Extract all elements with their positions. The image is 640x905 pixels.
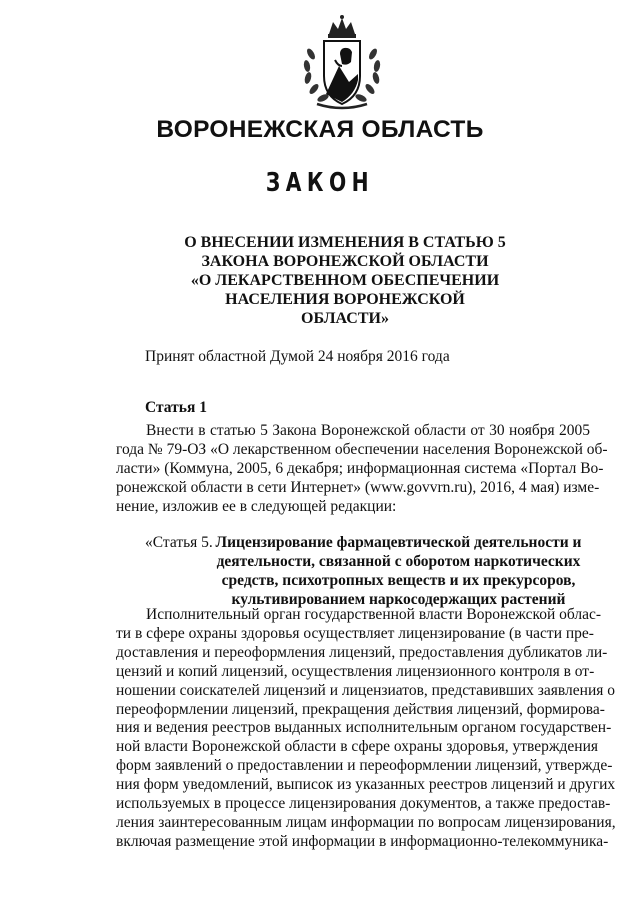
text-line: ной власти Воронежской области в сфере охраны здоровья, утверждения (116, 738, 599, 756)
region-name: ВОРОНЕЖСКАЯ ОБЛАСТЬ (156, 116, 484, 143)
text-line: форм заявлений о предоставлении и переоформлении лицензий, утвержде- (116, 757, 613, 775)
text-line: ношении соискателей лицензий и лицензиатов, представивших заявления о (116, 681, 615, 699)
heading-line: средств, психотропных веществ и их прекурсоров, (221, 572, 576, 589)
text-line: ления заинтересованным лицам информации по вопросам лицензирования, (116, 813, 616, 831)
text-line: ти в сфере охраны здоровья осуществляет лицензирование (в части пре- (116, 624, 594, 642)
text-line: доставления и переоформления лицензий, предоставления дубликатов ли- (116, 643, 608, 661)
article-1-body (116, 422, 608, 517)
heading-line: Лицензирование фармацевтической деятельности и (215, 534, 582, 551)
article-1-heading: Статья 1 (145, 399, 207, 416)
text-line: включая размещение этой информации в информационно-телекоммуника- (116, 832, 609, 850)
title-line: ЗАКОНА ВОРОНЕЖСКОЙ ОБЛАСТИ (201, 253, 489, 270)
text-line: нение, изложив ее в следующей редакции: (116, 497, 397, 515)
text-line: года № 79-ОЗ «О лекарственном обеспечении населения Воронежской об- (116, 440, 608, 458)
text-line: Внести в статью 5 Закона Воронежской области от 30 ноября 2005 (146, 422, 590, 439)
title-line: ОБЛАСТИ» (301, 310, 389, 327)
text-line: ния форм уведомлений, выписок из указанных реестров лицензий и других (116, 776, 616, 794)
text-line: ронежской области в сети Интернет» (www.govvrn.ru), 2016, 4 мая) изме- (116, 478, 600, 496)
title-line: О ВНЕСЕНИИ ИЗМЕНЕНИЯ В СТАТЬЮ 5 (184, 234, 506, 251)
text-line: используемых в процессе лицензирования документов, а также предостав- (116, 795, 611, 813)
text-line: ласти» (Коммуна, 2005, 6 декабря; информационная система «Портал Во- (116, 459, 604, 477)
heading-line: деятельности, связанной с оборотом наркотических (216, 553, 581, 570)
adoption-note: Принят областной Думой 24 ноября 2016 года (145, 348, 450, 365)
article-5-heading (202, 533, 595, 609)
text-line: переоформлении лицензий, прекращения действия лицензий, формирова- (116, 700, 605, 718)
voronezh-coat-of-arms-icon (297, 14, 387, 114)
title-line: «О ЛЕКАРСТВЕННОМ ОБЕСПЕЧЕНИИ (190, 272, 500, 289)
text-line: ния и ведения реестров выданных исполнительным органом государствен- (116, 719, 612, 737)
text-line: цензий и копий лицензий, осуществления лицензионного контроля в от- (116, 662, 595, 680)
article-5-body (116, 606, 616, 852)
title-line: НАСЕЛЕНИЯ ВОРОНЕЖСКОЙ (225, 291, 465, 308)
article-5-label: «Статья 5. (145, 534, 213, 551)
heading-line: культивированием наркосодержащих растений (231, 591, 566, 608)
law-title (150, 233, 540, 328)
document-type: ЗАКОН (265, 168, 375, 198)
text-line: Исполнительный орган государственной власти Воронежской облас- (146, 606, 602, 623)
